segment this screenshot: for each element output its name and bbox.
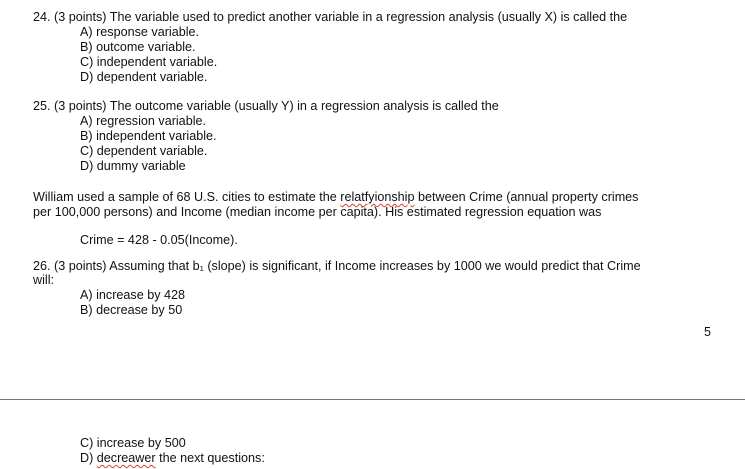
question-25-option-d: D) dummy variable — [80, 159, 186, 173]
question-26-stem-line-2: will: — [33, 273, 54, 287]
context-line-1 — [33, 190, 638, 205]
regression-equation: Crime = 428 - 0.05(Income). — [80, 233, 238, 247]
question-26-stem-line-1: 26. (3 points) Assuming that b₁ (slope) is significant, if Income increases by 1000 we would predict that Crime — [33, 259, 641, 273]
question-24-stem: 24. (3 points) The variable used to predict another variable in a regression analysis (usually X) is called the — [33, 10, 628, 24]
question-26-option-a: A) increase by 428 — [80, 288, 186, 302]
question-24-option-a: A) response variable. — [80, 25, 200, 39]
question-24-option-b: B) outcome variable. — [80, 40, 196, 54]
context-line-1-before: William used a sample of 68 U.S. cities to estimate the — [33, 190, 341, 204]
question-25-option-c: C) dependent variable. — [80, 144, 208, 158]
question-26-option-c: C) increase by 500 — [80, 436, 186, 450]
question-25-option-b: B) independent variable. — [80, 129, 217, 143]
misspelled-word: relatfyionship — [340, 190, 415, 204]
context-line-1-after: between Crime (annual property crimes — [414, 190, 639, 204]
page-break-divider — [0, 399, 745, 400]
question-25-stem: 25. (3 points) The outcome variable (usually Y) in a regression analysis is called the — [33, 99, 499, 113]
page-number: 5 — [704, 325, 712, 339]
option-d-prefix: D) — [80, 451, 97, 465]
option-d-suffix: the next questions: — [155, 451, 265, 465]
question-26-option-b: B) decrease by 50 — [80, 303, 183, 317]
question-24-option-c: C) independent variable. — [80, 55, 218, 69]
question-25-option-a: A) regression variable. — [80, 114, 206, 128]
misspelled-word-2: decreawer — [96, 451, 156, 465]
context-line-2: per 100,000 persons) and Income (median income per capita). His estimated regression equation was — [33, 205, 602, 219]
question-26-option-d — [80, 451, 265, 466]
question-24-option-d: D) dependent variable. — [80, 70, 208, 84]
